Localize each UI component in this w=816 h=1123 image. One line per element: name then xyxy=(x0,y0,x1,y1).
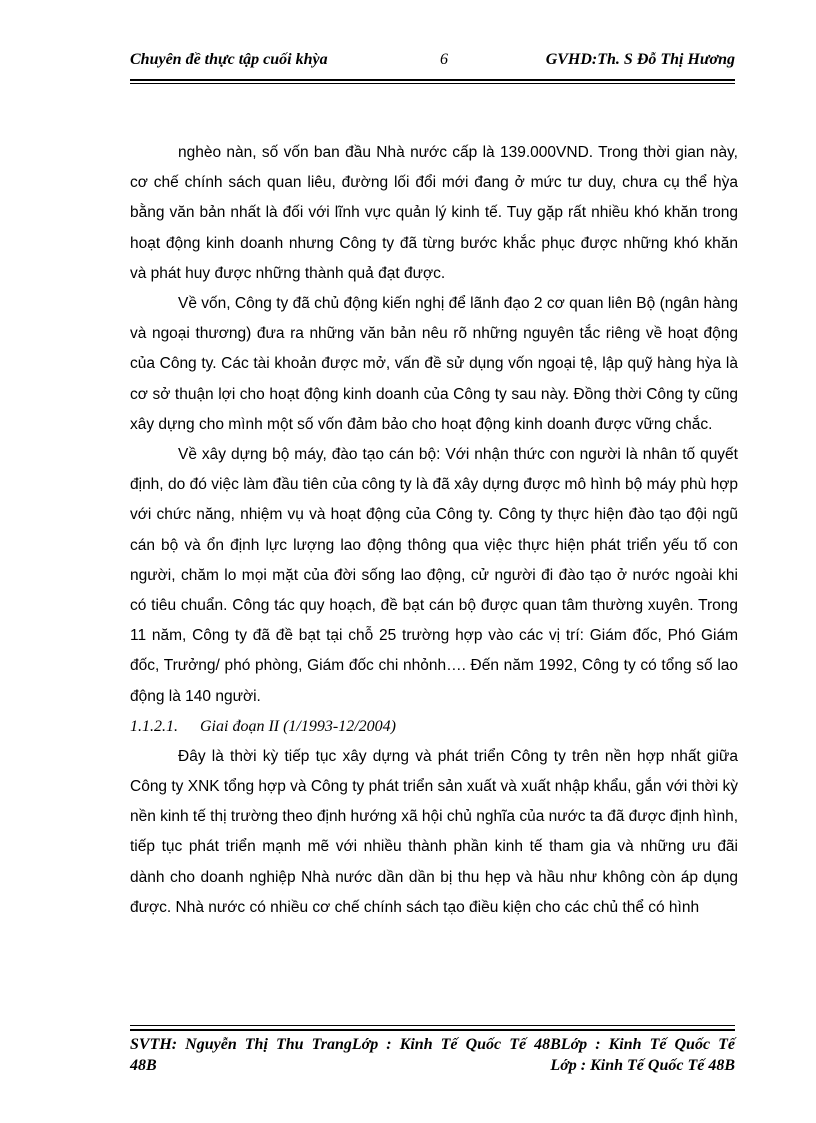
document-title: Chuyên đề thực tập cuối khỳa xyxy=(130,51,328,68)
paragraph: Về vốn, Công ty đã chủ động kiến nghị để lãnh đạo 2 cơ quan liên Bộ (ngân hàng và ngoại thương) đưa ra những văn bản nêu rõ những nguyên tắc riêng về hoạt động của Công ty. Các tài khoản được mở, vấn đề sử dụng vốn ngoại tệ, lập quỹ hàng hỳa là cơ sở thuận lợi cho hoạt động kinh doanh của Công ty sau này. Đồng thời Công ty cũng xây dựng cho mình một số vốn đảm bảo cho hoạt động kinh doanh được vững chắc. xyxy=(130,295,738,433)
footer-student-line: SVTH: Nguyễn Thị Thu TrangLớp : Kinh Tế Quốc Tế 48BLớp : Kinh Tế Quốc Tế xyxy=(130,1036,735,1053)
footer-rule-thick xyxy=(130,1029,735,1031)
footer-second-line xyxy=(130,1055,735,1076)
page-number: 6 xyxy=(440,51,448,68)
paragraph: nghèo nàn, số vốn ban đầu Nhà nước cấp là 139.000VND. Trong thời gian này, cơ chế chính sách quan liêu, đường lối đổi mới đang ở mức tư duy, chưa cụ thể hỳa bằng văn bản nhất là đối với lĩnh vực quản lý kinh tế. Tuy gặp rất nhiều khó khăn trong hoạt động kinh doanh nhưng Công ty đã từng bước khắc phục được những khó khăn và phát huy được những thành quả đạt được. xyxy=(130,144,738,282)
section-heading xyxy=(130,712,738,742)
header-rule-thick xyxy=(130,79,735,81)
section-title: Giai đoạn II (1/1993-12/2004) xyxy=(200,717,396,735)
header-rule-thin xyxy=(130,83,735,84)
footer-class-code: 48B xyxy=(130,1057,157,1074)
paragraph: Về xây dựng bộ máy, đào tạo cán bộ: Với nhận thức con người là nhân tố quyết định, do đó việc làm đầu tiên của công ty là đã xây dựng được mô hình bộ máy phù hợp với chức năng, nhiệm vụ và hoạt động của Công ty. Công ty thực hiện đào tạo đội ngũ cán bộ và ổn định lực lượng lao động thông qua việc thực hiện phát triển yếu tố con người, chăm lo mọi mặt của đời sống lao động, cử người đi đào tạo ở nước ngoài khi có tiêu chuẩn. Công tác quy hoạch, đề bạt cán bộ được quan tâm thường xuyên. Trong 11 năm, Công ty đã đề bạt tại chỗ 25 trường hợp vào các vị trí: Giám đốc, Phó Giám đốc, Trưởng/ phó phòng, Giám đốc chi nhỏnh…. Đến năm 1992, Công ty có tổng số lao động là 140 người. xyxy=(130,446,738,705)
footer-rule-thin xyxy=(130,1025,735,1026)
page-footer xyxy=(130,1034,735,1076)
paragraph: Đây là thời kỳ tiếp tục xây dựng và phát triển Công ty trên nền hợp nhất giữa Công ty XNK tổng hợp và Công ty phát triển sản xuất và xuất nhập khẩu, gắn với thời kỳ nền kinh tế thị trường theo định hướng xã hội chủ nghĩa của nước ta đã được định hình, tiếp tục phát triển mạnh mẽ với nhiều thành phần kinh tế tham gia và những ưu đãi dành cho doanh nghiệp Nhà nước dần dần bị thu hẹp và hầu như không còn áp dụng được. Nhà nước có nhiều cơ chế chính sách tạo điều kiện cho các chủ thể có hình xyxy=(130,747,738,916)
body-text xyxy=(130,138,738,923)
advisor-name: GVHD:Th. S Đỗ Thị Hương xyxy=(545,51,735,68)
page-header xyxy=(130,51,735,75)
section-number: 1.1.2.1. xyxy=(130,717,178,735)
footer-class-name: Lớp : Kinh Tế Quốc Tế 48B xyxy=(550,1057,735,1074)
